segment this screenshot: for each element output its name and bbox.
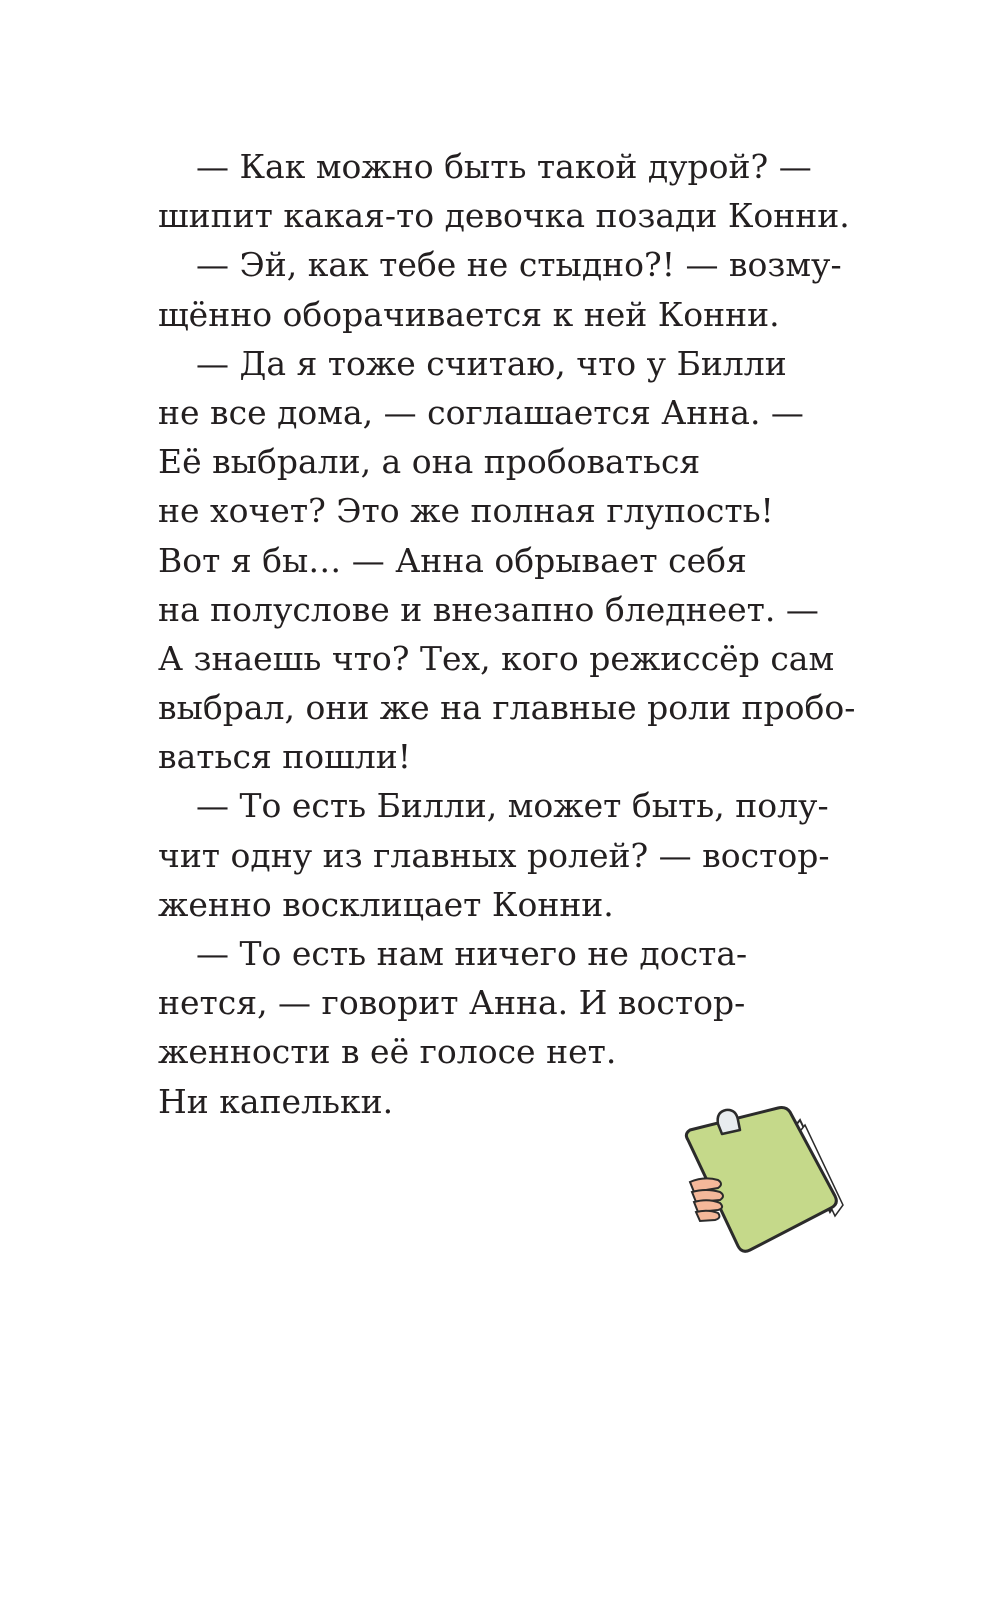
text-line-11: А знаешь что? Тех, кого режиссёр сам (158, 638, 835, 678)
text-line-8: не хочет? Это же полная глупость! (158, 491, 774, 531)
text-line-16: женно восклицает Конни. (158, 884, 614, 924)
hand-icon (690, 1178, 723, 1221)
text-line-4: щённо оборачивается к ней Конни. (158, 294, 780, 334)
text-line-1: — Как можно быть такой дурой? — (196, 147, 812, 186)
text-line-7: Её выбрали, а она пробоваться (158, 442, 701, 482)
text-line-17: — То есть нам ничего не доста- (196, 934, 748, 973)
text-line-12: выбрал, они же на главные роли пробо- (158, 688, 856, 728)
text-line-20: Ни капельки. (158, 1081, 394, 1121)
page-text (158, 142, 858, 1126)
text-line-5: — Да я тоже считаю, что у Билли (196, 343, 787, 383)
text-line-14: — То есть Билли, может быть, полу- (196, 786, 829, 826)
text-line-3: — Эй, как тебе не стыдно?! — возму- (196, 245, 842, 285)
text-line-19: женности в её голосе нет. (158, 1032, 617, 1072)
clipboard-in-hand-icon (680, 1100, 860, 1275)
text-line-15: чит одну из главных ролей? — востор- (158, 835, 830, 875)
text-line-6: не все дома, — соглашается Анна. — (158, 392, 804, 432)
clip-icon (718, 1110, 740, 1134)
text-line-10: на полуслове и внезапно бледнеет. — (158, 589, 819, 629)
text-line-18: нется, — говорит Анна. И востор- (158, 983, 746, 1023)
text-line-2: шипит какая-то девочка позади Конни. (158, 196, 850, 236)
text-line-9: Вот я бы… — Анна обрывает себя (158, 540, 747, 580)
text-line-13: ваться пошли! (158, 737, 412, 777)
